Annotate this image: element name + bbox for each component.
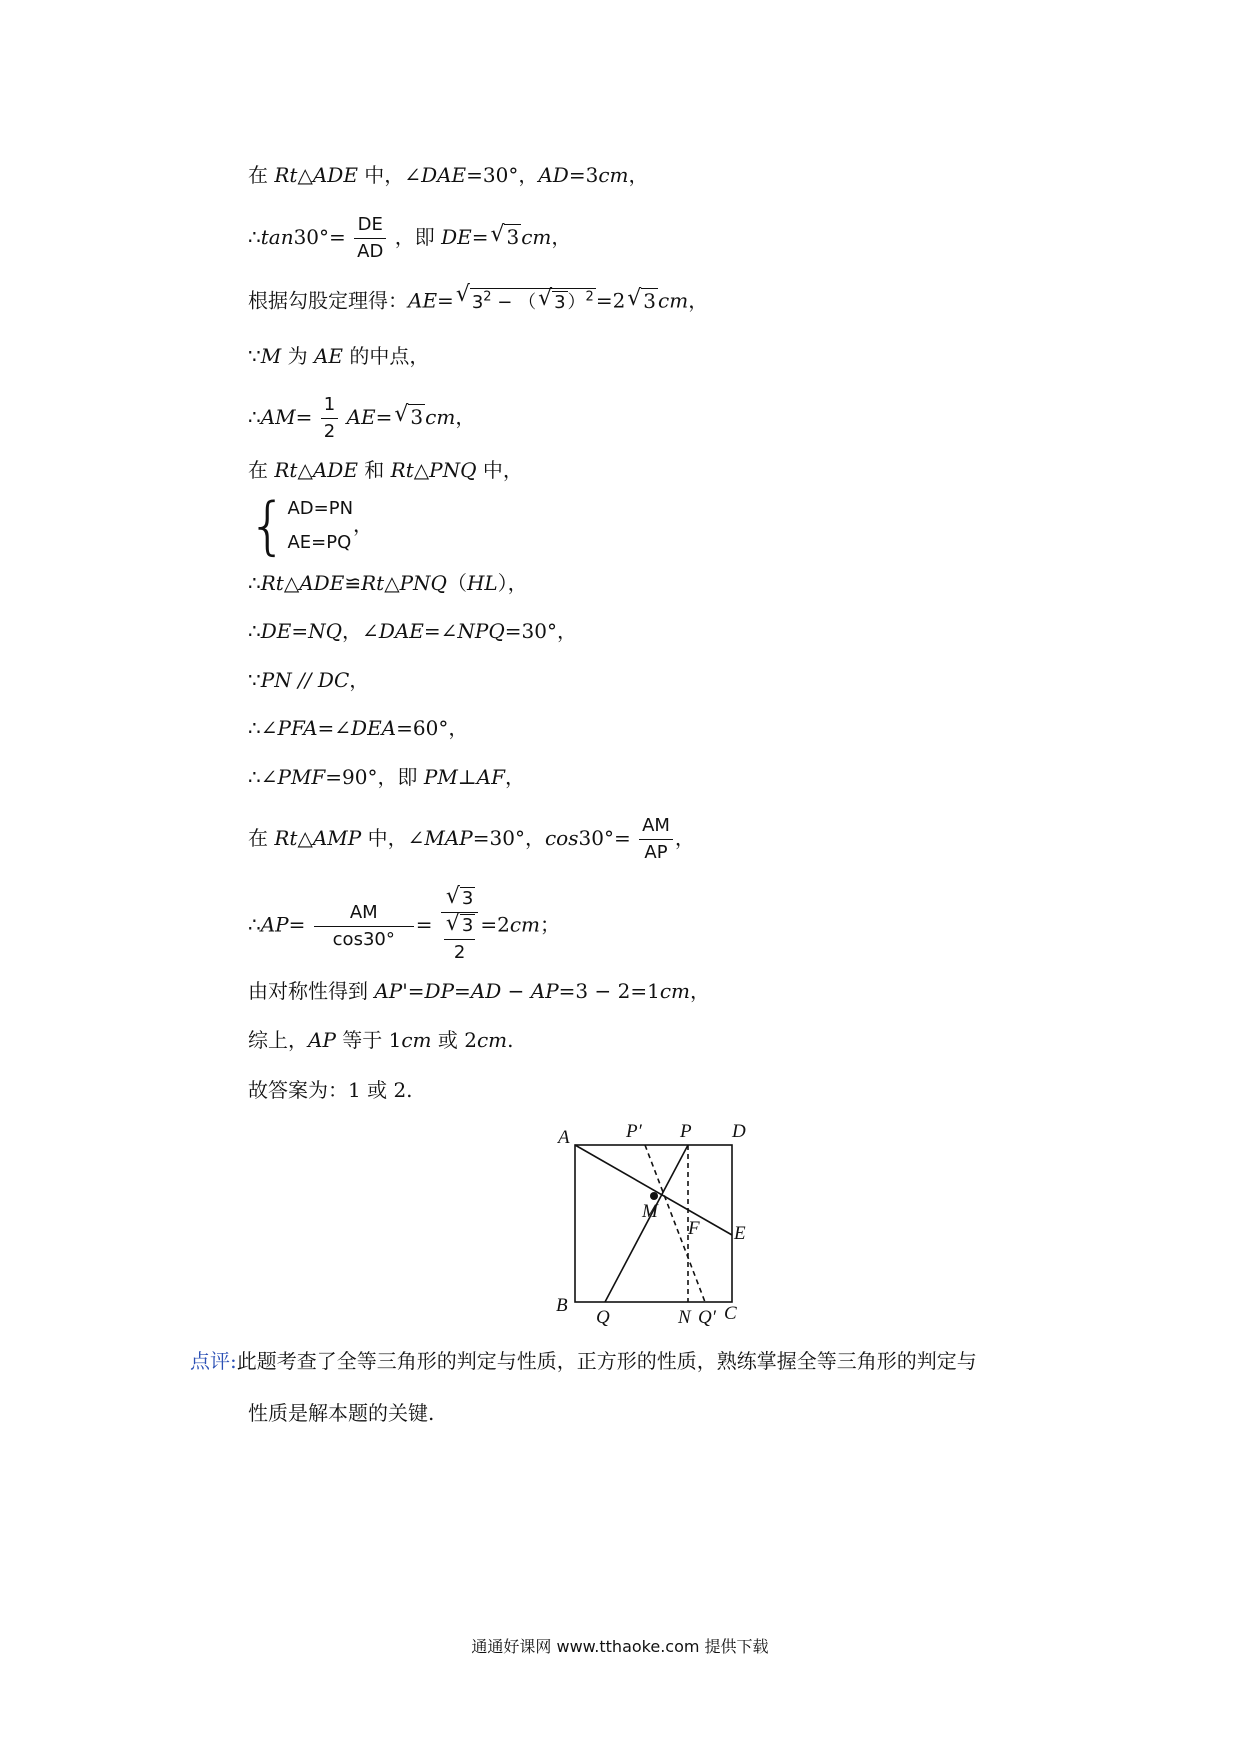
line-9: ∴DE=NQ，∠DAE=∠NPQ=30°，	[248, 619, 577, 643]
label-e: E	[734, 1223, 746, 1244]
sqrt-symbol: √ 3	[627, 286, 658, 316]
label-q-prime: Q′	[698, 1307, 716, 1328]
label-f: F	[688, 1218, 700, 1239]
line-14: ∴AP= $\frac{AM}{\cos 30^\circ}$ = √ 3 √ $\frac{3}{2}$ =2cm；	[248, 886, 560, 966]
sqrt-symbol: √ 3	[490, 222, 521, 252]
line-13: 在 Rt△AMP 中，∠MAP=30°，cos30°= $\frac{AM}{AP}$ ，	[248, 813, 695, 866]
fraction-one-half: $\frac{1}{2}$	[321, 392, 338, 445]
square-abcd	[575, 1145, 732, 1302]
fraction-sqrt3-over-sqrt3-half: √ 3 √ $\frac{3}{2}$	[441, 886, 478, 966]
fraction-am-cos30: $\frac{AM}{\cos 30^\circ}$	[314, 900, 414, 953]
line-8: ∴Rt△ADE≌Rt△PNQ（HL），	[248, 571, 528, 595]
sqrt-symbol: √ 3	[446, 913, 475, 939]
label-m: M	[642, 1201, 658, 1222]
line-7-system: { AD=PN AE=PQ ，	[248, 489, 374, 562]
label-q: Q	[596, 1307, 610, 1328]
sqrt-symbol: √ $3^2$ − （√ 3 ）$^2$	[456, 282, 596, 318]
fraction-de-ad: $\frac{DE}{AD}$	[354, 212, 386, 265]
line-3: 根据勾股定理得：AE=√ $3^2$ − （√ 3 ）$^2$ =2√ 3 cm，	[248, 282, 708, 318]
line-2: ∴tan30°= $\frac{DE}{AD}$ ，即 DE=√ 3 cm，	[248, 212, 571, 265]
sqrt-symbol: √ 3	[446, 886, 475, 912]
line-17: 故答案为：1 或 2.	[248, 1078, 413, 1102]
sqrt-symbol: √ 3	[394, 402, 425, 432]
geometry-figure	[540, 1115, 780, 1330]
point-m	[650, 1192, 658, 1200]
line-1: 在 Rt△ADE 中，∠DAE=30°，AD=3cm，	[248, 163, 649, 187]
comment-label: 点评:	[190, 1349, 237, 1373]
line-15: 由对称性得到 AP'=DP=AD − AP=3 − 2=1cm，	[248, 979, 711, 1003]
label-b: B	[556, 1295, 568, 1316]
page-footer: 通通好课网 www.tthaoke.com 提供下载	[471, 1637, 769, 1656]
label-d: D	[732, 1121, 746, 1142]
line-10: ∵PN // DC，	[248, 668, 370, 692]
left-brace: {	[248, 489, 288, 562]
line-11: ∴∠PFA=∠DEA=60°，	[248, 716, 469, 740]
label-p-prime: P′	[626, 1121, 642, 1142]
line-5: ∴AM= $\frac{1}{2}$ AE=√ 3 cm，	[248, 392, 475, 445]
line-6: 在 Rt△ADE 和 Rt△PNQ 中，	[248, 458, 523, 482]
label-p: P	[680, 1121, 692, 1142]
line-12: ∴∠PMF=90°，即 PM⊥AF，	[248, 765, 525, 789]
label-a: A	[558, 1127, 570, 1148]
label-c: C	[724, 1303, 737, 1324]
comment-line-2: 性质是解本题的关键.	[248, 1401, 435, 1425]
sqrt-symbol: √ 3	[538, 286, 567, 318]
line-16: 综上，AP 等于 1cm 或 2cm.	[248, 1028, 514, 1052]
line-4: ∵M 为 AE 的中点，	[248, 344, 430, 368]
fraction-am-ap: $\frac{AM}{AP}$	[639, 813, 673, 866]
comment-line-1: 点评:此题考查了全等三角形的判定与性质，正方形的性质，熟练掌握全等三角形的判定与	[190, 1349, 977, 1373]
label-n: N	[678, 1307, 691, 1328]
